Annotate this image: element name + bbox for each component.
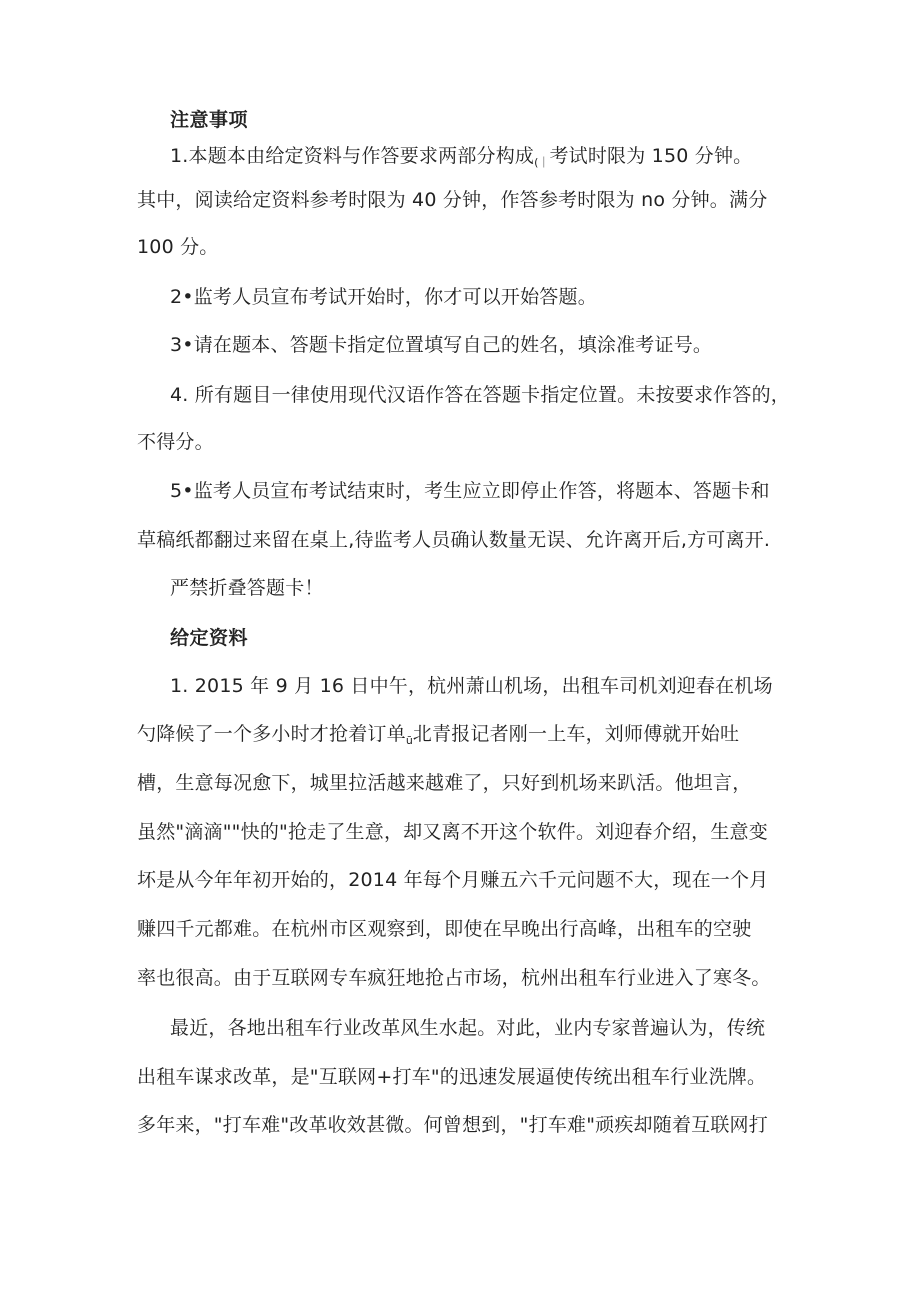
material-para-2-line-1: 最近，各地出租车行业改革风生水起。对此，业内专家普遍认为，传统: [170, 1017, 766, 1039]
notice-item-1-line-2: 其中，阅读给定资料参考时限为 40 分钟，作答参考时限为 no 分钟。满分: [137, 189, 768, 211]
notice-item-1-line-1: [170, 144, 752, 175]
notice-item-1-line-3: 100 分。: [137, 236, 219, 258]
ocr-artifact-mark-2: ū: [405, 734, 413, 747]
material-para-1-line-2: [137, 722, 739, 753]
notice-item-5-line-1: 5•监考人员宣布考试结束时，考生应立即停止作答，将题本、答题卡和: [170, 480, 770, 502]
material-para-2-line-2: 出租车谋求改革，是"互联网+打车"的迅速发展逼使传统出租车行业洗牌。: [137, 1066, 767, 1088]
material-para-1-line-4: 虽然"滴滴""快的"抢走了生意，却又离不开这个软件。刘迎春介绍，生意变: [137, 821, 768, 843]
ocr-artifact-mark: (｜: [534, 156, 550, 169]
notice-item-1-text: 1.本题本由给定资料与作答要求两部分构成: [170, 145, 535, 167]
material-heading: 给定资料: [170, 627, 249, 649]
notice-item-5-line-2: 草稿纸都翻过来留在桌上,待监考人员确认数量无误、允许离开后,方可离开.: [137, 529, 771, 551]
material-para-1-line-1: 1. 2015 年 9 月 16 日中午，杭州萧山机场，出租车司机刘迎春在机场: [170, 675, 773, 697]
notice-item-4-line-2: 不得分。: [137, 431, 214, 453]
material-para-1-line-3: 槽，生意每况愈下，城里拉活越来越难了，只好到机场来趴活。他坦言，: [137, 772, 752, 794]
notice-item-2: 2•监考人员宣布考试开始时，你才可以开始答题。: [170, 286, 597, 308]
material-para-2-line-3: 多年来，"打车难"改革收效甚微。何曾想到，"打车难"顽疾却随着互联网打: [137, 1114, 768, 1136]
material-para-1-line-6: 赚四千元都难。在杭州市区观察到，即使在早晚出行高峰，出租车的空驶: [137, 918, 752, 940]
notice-item-1-text-cont: 考试时限为 150 分钟。: [549, 145, 753, 167]
notice-warning: 严禁折叠答题卡！: [170, 577, 324, 599]
notice-item-4-line-1: 4. 所有题目一律使用现代汉语作答在答题卡指定位置。未按要求作答的，: [170, 384, 790, 406]
material-para-1-line-5: 坏是从今年年初开始的，2014 年每个月赚五六千元问题不大，现在一个月: [137, 869, 769, 891]
material-para-1-line-7: 率也很高。由于互联网专车疯狂地抢占市场，杭州出租车行业进入了寒冬。: [137, 967, 771, 989]
notice-item-3: 3•请在题本、答题卡指定位置填写自己的姓名，填涂准考证号。: [170, 334, 713, 356]
notice-heading: 注意事项: [170, 109, 249, 131]
material-para-1-line-2-text: 勺降候了一个多小时才抢着订单: [137, 723, 406, 745]
material-para-1-line-2-text-cont: 北青报记者刚一上车，刘师傅就开始吐: [412, 723, 740, 745]
